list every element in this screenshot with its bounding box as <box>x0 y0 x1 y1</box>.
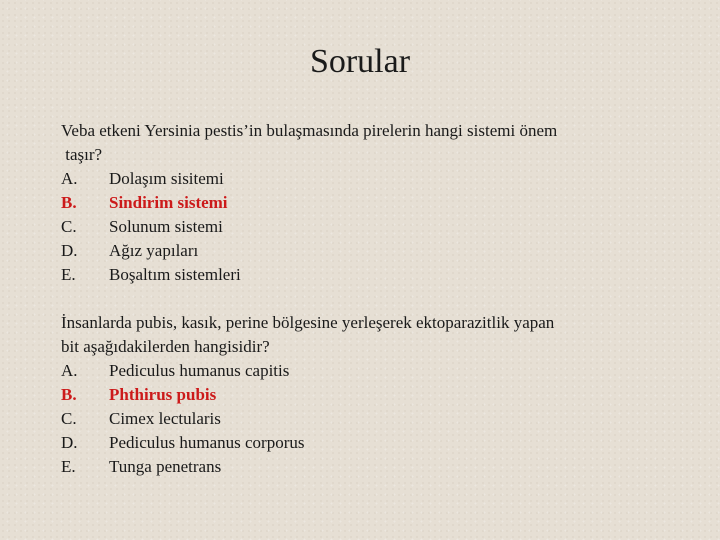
option-letter: A. <box>61 361 78 380</box>
option-text: Boşaltım sistemleri <box>109 265 241 284</box>
question-2-option-a <box>61 359 681 383</box>
question-2-option-c <box>61 407 681 431</box>
question-2-option-d <box>61 431 681 455</box>
question-1-option-b-correct <box>61 191 681 215</box>
option-letter: A. <box>61 169 78 188</box>
question-2 <box>61 311 681 479</box>
option-text: Phthirus pubis <box>109 385 217 404</box>
option-letter: B. <box>61 385 77 404</box>
option-text: Tunga penetrans <box>109 457 222 476</box>
question-2-text-line-1: İnsanlarda pubis, kasık, perine bölgesine yerleşerek ektoparazitlik yapan <box>61 313 555 332</box>
option-text: Pediculus humanus capitis <box>109 361 290 380</box>
question-2-option-b-correct <box>61 383 681 407</box>
question-1-text-line-2: taşır? <box>61 145 103 164</box>
option-text: Cimex lectularis <box>109 409 221 428</box>
question-2-text-line-2: bit aşağıdakilerden hangisidir? <box>61 337 270 356</box>
option-letter: E. <box>61 265 76 284</box>
option-text: Solunum sistemi <box>109 217 223 236</box>
question-1-option-e <box>61 263 681 287</box>
question-1-text-line-1: Veba etkeni Yersinia pestis’in bulaşmasında pirelerin hangi sistemi önem <box>61 121 558 140</box>
option-letter: B. <box>61 193 77 212</box>
question-1-option-c <box>61 215 681 239</box>
question-1 <box>61 119 681 287</box>
option-letter: C. <box>61 409 77 428</box>
question-1-option-d <box>61 239 681 263</box>
option-letter: E. <box>61 457 76 476</box>
question-1-option-a <box>61 167 681 191</box>
option-letter: D. <box>61 433 78 452</box>
option-text: Sindirim sistemi <box>109 193 228 212</box>
question-2-option-e <box>61 455 681 479</box>
option-letter: C. <box>61 217 77 236</box>
slide-title: Sorular <box>309 43 411 80</box>
option-text: Pediculus humanus corporus <box>109 433 305 452</box>
option-text: Ağız yapıları <box>109 241 199 260</box>
option-text: Dolaşım sisitemi <box>109 169 224 188</box>
option-letter: D. <box>61 241 78 260</box>
